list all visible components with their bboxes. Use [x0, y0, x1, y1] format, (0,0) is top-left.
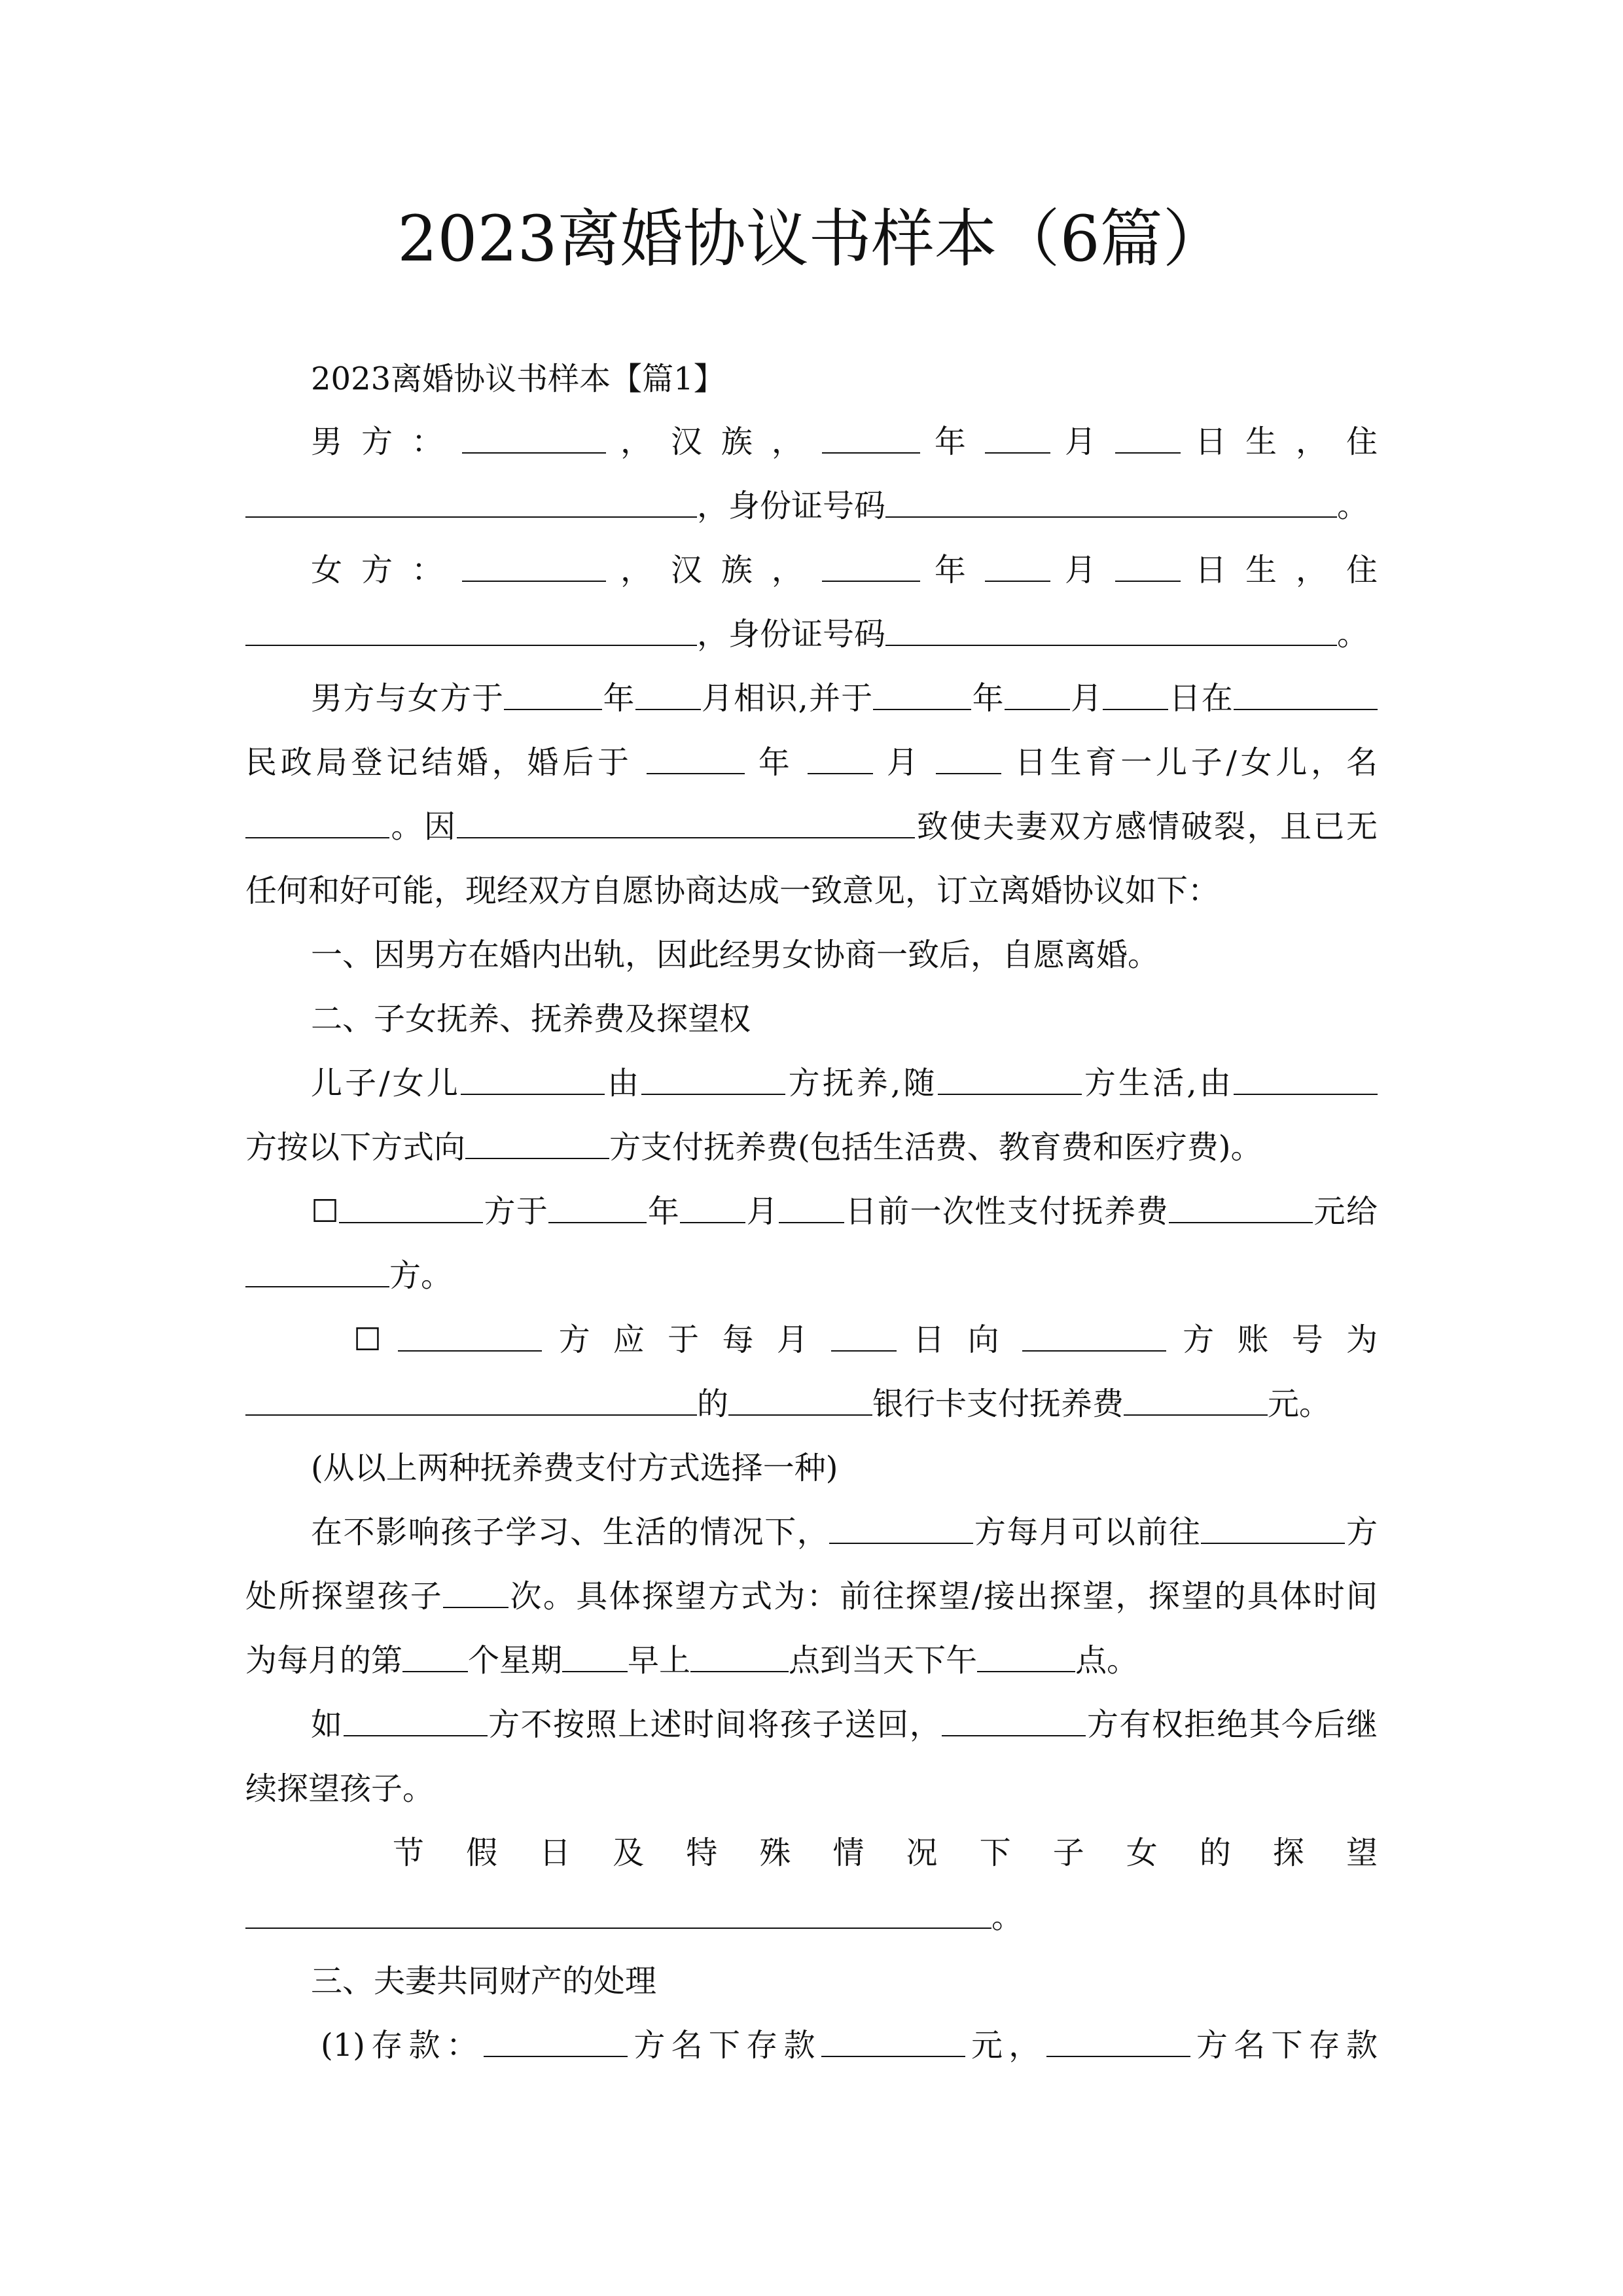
- custody-line-2: [245, 1115, 1378, 1179]
- text: 日生育一儿子/女儿，名: [1014, 744, 1378, 781]
- text: 方支付抚养费(包括生活费、教育费和医疗费)。: [609, 1129, 1262, 1166]
- party-blank[interactable]: [398, 1322, 542, 1352]
- text: 个星期: [468, 1642, 563, 1679]
- text: 方 账 号 为: [1183, 1321, 1378, 1358]
- text: 任何和好可能，现经双方自愿协商达成一致意见，订立离婚协议如下：: [245, 872, 1220, 909]
- section-heading: [245, 347, 1378, 411]
- text: (从以上两种抚养费支付方式选择一种): [311, 1450, 838, 1486]
- text: (1)存款：: [321, 2027, 484, 2064]
- woman-info-line-1: [245, 538, 1378, 602]
- text: 方 应 于 每 月: [558, 1321, 815, 1358]
- text: 月: [886, 744, 922, 781]
- text: 点到当天下午: [789, 1642, 978, 1679]
- child-blank[interactable]: [461, 1066, 605, 1095]
- clause-2-heading: [245, 987, 1378, 1051]
- party-blank[interactable]: [465, 1130, 609, 1159]
- month-blank[interactable]: [808, 745, 873, 774]
- amount-blank[interactable]: [1124, 1386, 1268, 1416]
- text: 方: [1345, 1514, 1378, 1551]
- text: 月: [1069, 680, 1103, 717]
- hour-blank[interactable]: [977, 1643, 1075, 1672]
- amount-blank[interactable]: [821, 2028, 965, 2057]
- visitation-line-2: [245, 1564, 1378, 1628]
- text: 的: [697, 1386, 729, 1422]
- text: 元给: [1313, 1193, 1378, 1230]
- year-blank[interactable]: [548, 1194, 647, 1223]
- day-blank[interactable]: [936, 745, 1001, 774]
- text: 由: [605, 1065, 642, 1102]
- year-blank[interactable]: [822, 424, 920, 454]
- name-blank[interactable]: [462, 424, 606, 454]
- marriage-line-2: [245, 730, 1378, 795]
- text: 年: [602, 680, 635, 717]
- text: 元。: [1268, 1386, 1331, 1422]
- text: ， 汉 族 ，: [620, 423, 808, 460]
- weekday-blank[interactable]: [562, 1643, 628, 1672]
- man-info-line-1: [245, 410, 1378, 474]
- clause-1: [245, 923, 1378, 987]
- text: 年: [934, 423, 971, 460]
- payment-option-1-line-2: [245, 1244, 1378, 1308]
- month-blank[interactable]: [1005, 681, 1070, 710]
- text: 。: [1337, 488, 1369, 524]
- amount-blank[interactable]: [1169, 1194, 1313, 1223]
- name-blank[interactable]: [462, 552, 606, 582]
- man-info-line-2: [245, 474, 1378, 538]
- text: 。因: [389, 808, 457, 845]
- text: 日 向: [913, 1321, 1006, 1358]
- clause-3-heading: [245, 1949, 1378, 2013]
- text: 三、夫妻共同财产的处理: [311, 1963, 657, 2000]
- times-blank[interactable]: [443, 1579, 508, 1608]
- bank-blank[interactable]: [728, 1386, 872, 1416]
- address-blank[interactable]: [245, 488, 697, 518]
- text: ，身份证号码: [697, 616, 886, 653]
- text: 为每月的第: [245, 1642, 403, 1679]
- text: 方按以下方式向: [245, 1129, 466, 1166]
- day-blank[interactable]: [831, 1322, 897, 1352]
- text: 方每月可以前往: [973, 1514, 1202, 1551]
- text: 年: [758, 744, 794, 781]
- month-blank[interactable]: [985, 424, 1050, 454]
- party-blank[interactable]: [1022, 1322, 1166, 1352]
- text: 方抚养,随: [785, 1065, 938, 1102]
- payment-option-2-line-2: [245, 1372, 1378, 1436]
- marriage-line-1: [245, 666, 1378, 730]
- text: 。: [991, 1899, 1024, 1935]
- holiday-arrangement-blank[interactable]: [245, 1899, 991, 1929]
- payment-option-1-line-1: [245, 1179, 1378, 1244]
- text: 男 方 ：: [311, 423, 448, 460]
- text: 方有权拒绝其今后继: [1086, 1706, 1378, 1743]
- section-heading-text: 2023离婚协议书样本【篇1】: [311, 361, 725, 397]
- text: 男方与女方于: [311, 680, 505, 717]
- party-blank[interactable]: [1234, 1066, 1378, 1095]
- text: 如: [311, 1706, 344, 1743]
- return-line-2: [245, 1757, 1378, 1821]
- text: 日前一次性支付抚养费: [844, 1193, 1169, 1230]
- text: 节 假 日 及 特 殊 情 况 下 子 女 的 探 望: [393, 1835, 1378, 1871]
- text: 日在: [1168, 680, 1234, 717]
- marriage-line-3: [245, 795, 1378, 859]
- payment-option-2-line-1: [245, 1308, 1378, 1372]
- day-blank[interactable]: [1115, 424, 1181, 454]
- month-blank[interactable]: [635, 681, 701, 710]
- text: 年: [971, 680, 1005, 717]
- party-blank[interactable]: [1201, 1515, 1345, 1544]
- month-blank[interactable]: [680, 1194, 745, 1223]
- text: 银行卡支付抚养费: [872, 1386, 1124, 1422]
- text: 月相识,并于: [700, 680, 874, 717]
- text: 月: [1065, 552, 1101, 588]
- reason-blank[interactable]: [457, 809, 915, 838]
- party-blank[interactable]: [484, 2028, 628, 2057]
- text: 。: [1337, 616, 1369, 653]
- hour-blank[interactable]: [690, 1643, 789, 1672]
- year-blank[interactable]: [647, 745, 745, 774]
- text: 方。: [389, 1257, 453, 1294]
- year-blank[interactable]: [504, 681, 602, 710]
- text: 方于: [483, 1193, 549, 1230]
- visitation-line-1: [245, 1500, 1378, 1564]
- text: 年: [647, 1193, 681, 1230]
- document-title: 2023离婚协议书样本（6篇）: [397, 202, 1226, 276]
- party-blank[interactable]: [829, 1515, 973, 1544]
- holiday-line-1: [245, 1821, 1378, 1885]
- party-blank[interactable]: [339, 1194, 483, 1223]
- text: 一、因男方在婚内出轨，因此经男女协商一致后，自愿离婚。: [311, 937, 1160, 973]
- id-number-blank[interactable]: [885, 488, 1337, 518]
- text: 月: [745, 1193, 779, 1230]
- party-blank[interactable]: [641, 1066, 785, 1095]
- month-blank[interactable]: [985, 552, 1050, 582]
- text: 元，: [965, 2027, 1046, 2064]
- text: 续探望孩子。: [245, 1770, 435, 1807]
- text: 日 生 ， 住: [1195, 423, 1378, 460]
- checkbox-icon[interactable]: ☐: [353, 1321, 382, 1358]
- text: 方名下存款: [628, 2027, 821, 2064]
- text: 在不影响孩子学习、生活的情况下，: [311, 1514, 830, 1551]
- return-line-1: [245, 1693, 1378, 1757]
- holiday-line-2: [245, 1885, 1378, 1949]
- visitation-line-3: [245, 1628, 1378, 1693]
- checkbox-icon[interactable]: ☐: [311, 1193, 340, 1230]
- party-blank[interactable]: [938, 1066, 1082, 1095]
- marriage-line-4: [245, 859, 1378, 923]
- text: 早上: [628, 1642, 691, 1679]
- text: 年: [934, 552, 971, 588]
- text: 民政局登记结婚，婚后于: [245, 744, 633, 781]
- party-blank[interactable]: [1046, 2028, 1190, 2057]
- day-blank[interactable]: [1115, 552, 1181, 582]
- text: ， 汉 族 ，: [620, 552, 808, 588]
- text: 方名下存款: [1190, 2027, 1378, 2064]
- text: 二、子女抚养、抚养费及探望权: [311, 1001, 751, 1037]
- place-blank[interactable]: [1234, 681, 1378, 710]
- text: 点。: [1075, 1642, 1139, 1679]
- text: 儿子/女儿: [311, 1065, 461, 1102]
- text: 次。具体探望方式为：前往探望/接出探望，探望的具体时间: [508, 1578, 1378, 1615]
- text: 致使夫妻双方感情破裂，且已无: [915, 808, 1378, 845]
- woman-info-line-2: [245, 602, 1378, 666]
- text: ，身份证号码: [697, 488, 886, 524]
- text: 方生活,由: [1081, 1065, 1234, 1102]
- text: 日 生 ， 住: [1195, 552, 1378, 588]
- day-blank[interactable]: [1103, 681, 1168, 710]
- party-blank[interactable]: [942, 1707, 1086, 1736]
- week-blank[interactable]: [402, 1643, 468, 1672]
- party-blank[interactable]: [245, 1258, 389, 1287]
- deposit-line: [245, 2013, 1378, 2077]
- address-blank[interactable]: [245, 617, 697, 646]
- custody-line-1: [245, 1051, 1378, 1115]
- year-blank[interactable]: [822, 552, 920, 582]
- payment-note: [245, 1436, 1378, 1500]
- day-blank[interactable]: [779, 1194, 844, 1223]
- text: 月: [1065, 423, 1101, 460]
- year-blank[interactable]: [873, 681, 971, 710]
- child-name-blank[interactable]: [245, 809, 389, 838]
- text: 女 方 ：: [311, 552, 448, 588]
- account-blank[interactable]: [245, 1386, 697, 1416]
- id-number-blank[interactable]: [885, 617, 1337, 646]
- text: 处所探望孩子: [245, 1578, 444, 1615]
- text: 方不按照上述时间将孩子送回，: [487, 1706, 942, 1743]
- party-blank[interactable]: [344, 1707, 488, 1736]
